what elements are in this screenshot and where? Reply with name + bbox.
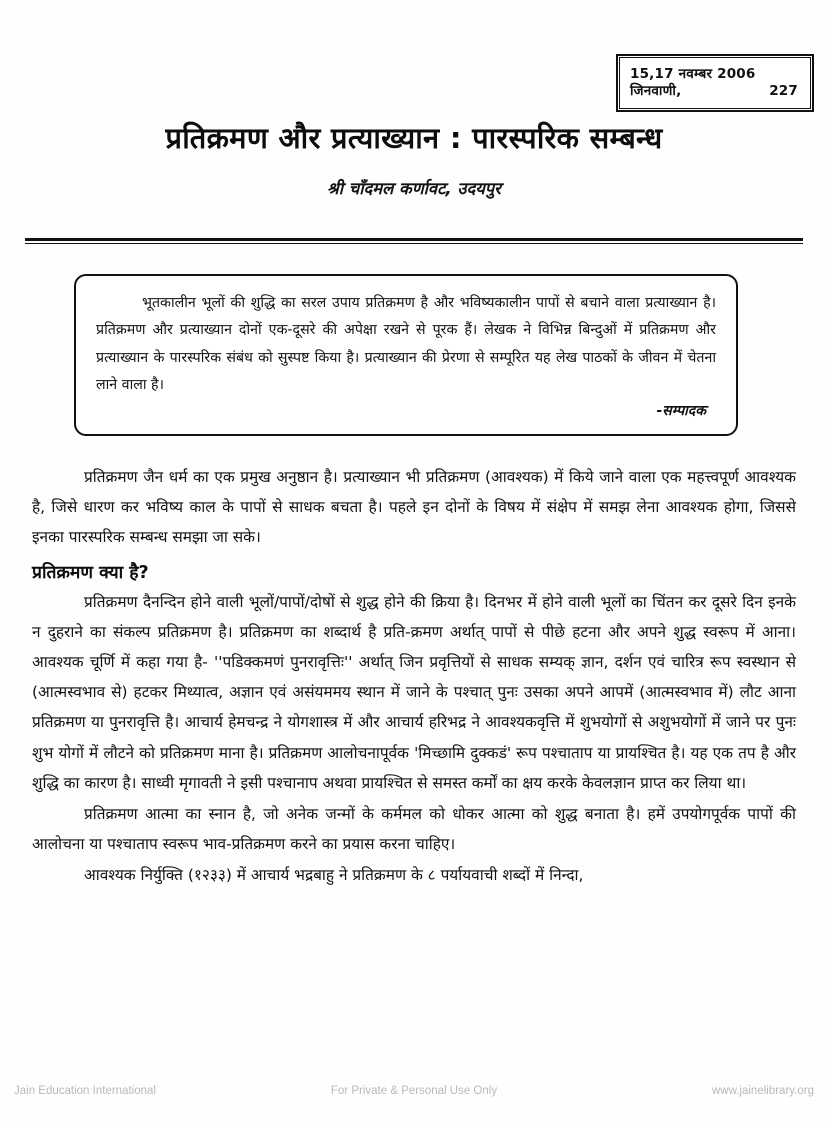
body-paragraph-1: प्रतिक्रमण जैन धर्म का एक प्रमुख अनुष्ठान है। प्रत्याख्यान भी प्रतिक्रमण (आवश्यक) में किये जाने वाला एक महत्त्वपूर्ण आवश्यक है, जिसे धारण कर भविष्य काल के पापों से साधक बचता है। पहले इन दोनों के विषय में संक्षेप में समझ लेना आवश्यक होगा, जिससे इनका पारस्परिक सम्बन्ध समझा जा सके।	[32, 468, 796, 547]
section-heading-1: प्रतिक्रमण क्या है?	[32, 562, 149, 583]
journal-name: जिनवाणी,	[630, 82, 682, 99]
body-paragraph-3: प्रतिक्रमण आत्मा का स्नान है, जो अनेक जन्मों के कर्ममल को धोकर आत्मा को शुद्ध बनाता है। हमें उपयोगपूर्वक पापों की आलोचना या पश्चाताप स्वरूप भाव-प्रतिक्रमण करने का प्रयास करना चाहिए।	[32, 804, 796, 854]
body-paragraph-4: आवश्यक निर्युक्ति (१२३३) में आचार्य भद्रबाहु ने प्रतिक्रमण के ८ पर्यायवाची शब्दों में निन्दा,	[84, 866, 584, 885]
issue-date: 15,17 नवम्बर 2006	[630, 66, 756, 83]
journal-and-page	[630, 83, 802, 99]
abstract-signature: -सम्पादक	[656, 403, 706, 420]
header-divider	[25, 238, 803, 244]
page-title: प्रतिक्रमण और प्रत्याख्यान : पारस्परिक सम्बन्ध	[165, 121, 663, 155]
author-byline: श्री चाँदमल कर्णावट, उदयपुर	[327, 179, 501, 198]
footer-right-link[interactable]: www.jainelibrary.org	[711, 1085, 814, 1097]
body-paragraph-2: प्रतिक्रमण दैनन्दिन होने वाली भूलों/पापों/दोषों से शुद्ध होने की क्रिया है। दिनभर में होने वाली भूलों का चिंतन कर दूसरे दिन इनके न दुहराने का संकल्प प्रतिक्रमण है। प्रतिक्रमण का शब्दार्थ है प्रति-क्रमण अर्थात् पापों से पीछे हटना और अपने शुद्ध स्वरूप में आना। आवश्यक चूर्णि में कहा गया है- ''पडिक्कमणं पुनरावृत्तिः'' अर्थात् जिन प्रवृत्तियों से साधक सम्यक् ज्ञान, दर्शन एवं चारित्र रूप स्वस्थान से (आत्मस्वभाव से) हटकर मिथ्यात्व, अज्ञान एवं असंयममय स्थान में जाने के पश्चात् पुनः उसका अपने आपमें (आत्मस्वभाव में) लौट आना प्रतिक्रमण या पुनरावृत्ति है। आचार्य हेमचन्द्र ने योगशास्त्र में और आचार्य हरिभद्र ने आवश्यकवृत्ति में शुभयोगों से अशुभयोगों में जाने पर पुनः शुभ योगों में लौटने को प्रतिक्रमण माना है। प्रतिक्रमण आलोचनापूर्वक 'मिच्छामि दुक्कडं' रूप पश्चाताप या प्रायश्चित है। यह एक तप है और शुद्धि का कारण है। साध्वी मृगावती ने इसी पश्चानाप अथवा प्रायश्चित से समस्त कर्मों का क्षय करके केवलज्ञान प्राप्त कर लिया था।	[32, 592, 796, 792]
page-number: 227	[769, 82, 798, 99]
abstract-text: भूतकालीन भूलों की शुद्धि का सरल उपाय प्रतिक्रमण है और भविष्यकालीन पापों से बचाने वाला प्रत्याख्यान है। प्रतिक्रमण और प्रत्याख्यान दोनों एक-दूसरे की अपेक्षा रखने से पूरक हैं। लेखक ने विभिन्न बिन्दुओं में प्रतिक्रमण और प्रत्याख्यान के पारस्परिक संबंध को सुस्पष्ट किया है। प्रत्याख्यान की प्रेरणा से सम्पूरित यह लेख पाठकों के जीवन में चेतना लाने वाला है।	[96, 295, 716, 393]
abstract-box	[74, 274, 738, 436]
issue-stamp-inner	[619, 57, 811, 109]
page-footer	[0, 1082, 828, 1100]
issue-stamp-box	[616, 54, 814, 112]
article-body	[32, 462, 796, 891]
footer-left-text: Jain Education International	[14, 1085, 156, 1097]
footer-center-text: For Private & Personal Use Only	[330, 1085, 498, 1097]
